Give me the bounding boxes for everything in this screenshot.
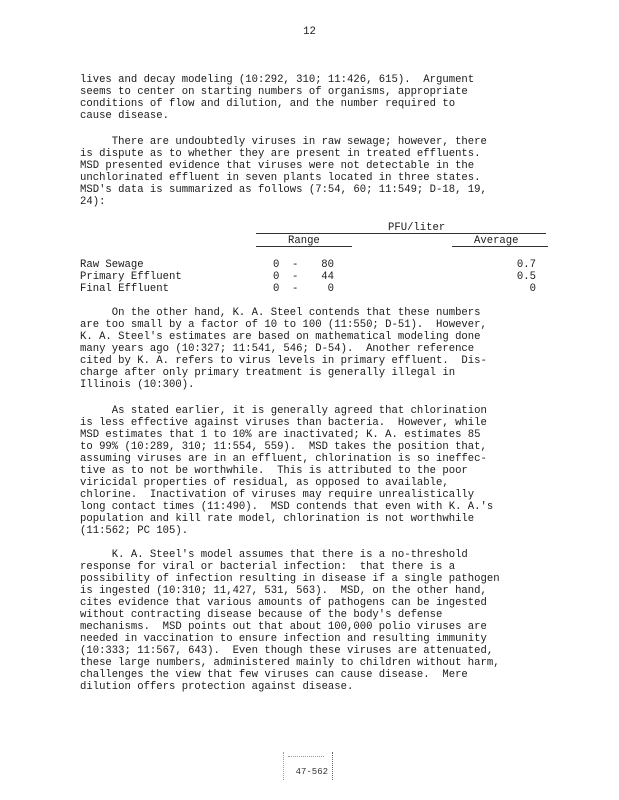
paragraph-2: [80, 136, 540, 208]
paragraph-5: [80, 549, 540, 693]
range-dash: -: [292, 259, 299, 271]
text-line: unchlorinated effluent in seven plants located in three states.: [80, 172, 481, 184]
unit-header: PFU/liter: [388, 222, 446, 234]
text-line: dilution offers protection against disease.: [80, 681, 354, 693]
text-line: is less effective against viruses than bacteria. However, while: [80, 417, 487, 429]
text-line: As stated earlier, it is generally agreed that chlorination: [80, 405, 487, 417]
text-line: challenges the view that few viruses can cause disease. Mere: [80, 669, 468, 681]
text-line: are too small by a factor of 10 to 100 (11:550; D-51). However,: [80, 319, 487, 331]
row-label: Final Effluent: [80, 283, 170, 295]
text-line: long contact times (11:490). MSD contends that even with K. A.'s: [80, 501, 494, 513]
text-line: without contracting disease because of the body's defense: [80, 609, 443, 621]
range-max: 0: [327, 283, 334, 295]
text-line: K. A. Steel's estimates are based on mathematical modeling done: [80, 331, 481, 343]
average-value: 0.5: [516, 271, 536, 283]
stamp-number: 47-562: [295, 767, 328, 777]
range-max: 44: [321, 271, 334, 283]
text-line: is dispute as to whether they are present in treated effluents.: [80, 148, 481, 160]
range-min: 0: [273, 283, 280, 295]
range-dash: -: [292, 283, 299, 295]
table-row: [80, 283, 550, 295]
text-line: possibility of infection resulting in disease if a single pathogen: [80, 573, 500, 585]
page-number: 12: [303, 26, 316, 38]
average-value: 0.7: [516, 259, 536, 271]
text-line: viricidal properties of residual, as opposed to available,: [80, 477, 449, 489]
text-line: cited by K. A. refers to virus levels in primary effluent. Dis-: [80, 355, 487, 367]
range-min: 0: [273, 259, 280, 271]
average-value: 0: [529, 283, 536, 295]
text-line: 24):: [80, 196, 106, 208]
header-rule: [256, 233, 546, 234]
text-line: assuming viruses are in an effluent, chlorination is so ineffec-: [80, 453, 487, 465]
text-line: tive as to not be worthwhile. This is attributed to the poor: [80, 465, 468, 477]
range-min: 0: [273, 271, 280, 283]
text-line: On the other hand, K. A. Steel contends that these numbers: [80, 307, 481, 319]
text-line: MSD presented evidence that viruses were not detectable in the: [80, 160, 475, 172]
text-line: cause disease.: [80, 110, 170, 122]
text-line: lives and decay modeling (10:292, 310; 11:426, 615). Argument: [80, 74, 475, 86]
paragraph-3: [80, 307, 540, 391]
row-label: Raw Sewage: [80, 259, 144, 271]
average-header: Average: [474, 235, 519, 247]
paragraph-4: [80, 405, 540, 537]
range-header: Range: [288, 235, 320, 247]
text-line: cites evidence that various amounts of pathogens can be ingested: [80, 597, 487, 609]
text-line: many years ago (10:327; 11:541, 546; D-54). Another reference: [80, 343, 475, 355]
range-rule: [256, 246, 352, 247]
row-label: Primary Effluent: [80, 271, 182, 283]
text-line: to 99% (10:289, 310; 11:554, 559). MSD takes the position that,: [80, 441, 487, 453]
text-line: chlorine. Inactivation of viruses may require unrealistically: [80, 489, 475, 501]
range-max: 80: [321, 259, 334, 271]
paragraph-1: [80, 74, 540, 122]
text-line: seems to center on starting numbers of organisms, appropriate: [80, 86, 468, 98]
text-line: mechanisms. MSD points out that about 100,000 polio viruses are: [80, 621, 487, 633]
text-line: MSD estimates that 1 to 10% are inactivated; K. A. estimates 85: [80, 429, 481, 441]
text-line: There are undoubtedly viruses in raw sewage; however, there: [80, 136, 487, 148]
text-line: Illinois (10:300).: [80, 379, 195, 391]
text-line: these large numbers, administered mainly to children without harm,: [80, 657, 500, 669]
text-line: (10:333; 11:567, 643). Even though these viruses are attenuated,: [80, 645, 494, 657]
text-line: (11:562; PC 105).: [80, 525, 189, 537]
text-line: is ingested (10:310; 11,427, 531, 563). MSD, on the other hand,: [80, 585, 487, 597]
text-line: response for viral or bacterial infection: that there is a: [80, 561, 456, 573]
text-line: conditions of flow and dilution, and the number required to: [80, 98, 456, 110]
text-line: needed in vaccination to ensure infection and resulting immunity: [80, 633, 487, 645]
text-line: population and kill rate model, chlorination is not worthwhile: [80, 513, 475, 525]
archive-stamp: [283, 752, 333, 780]
text-line: K. A. Steel's model assumes that there is a no-threshold: [80, 549, 468, 561]
text-line: charge after only primary treatment is generally illegal in: [80, 367, 456, 379]
average-rule: [452, 246, 548, 247]
table-row: [80, 259, 550, 271]
text-line: MSD's data is summarized as follows (7:54, 60; 11:549; D-18, 19,: [80, 184, 487, 196]
range-dash: -: [292, 271, 299, 283]
table-row: [80, 271, 550, 283]
